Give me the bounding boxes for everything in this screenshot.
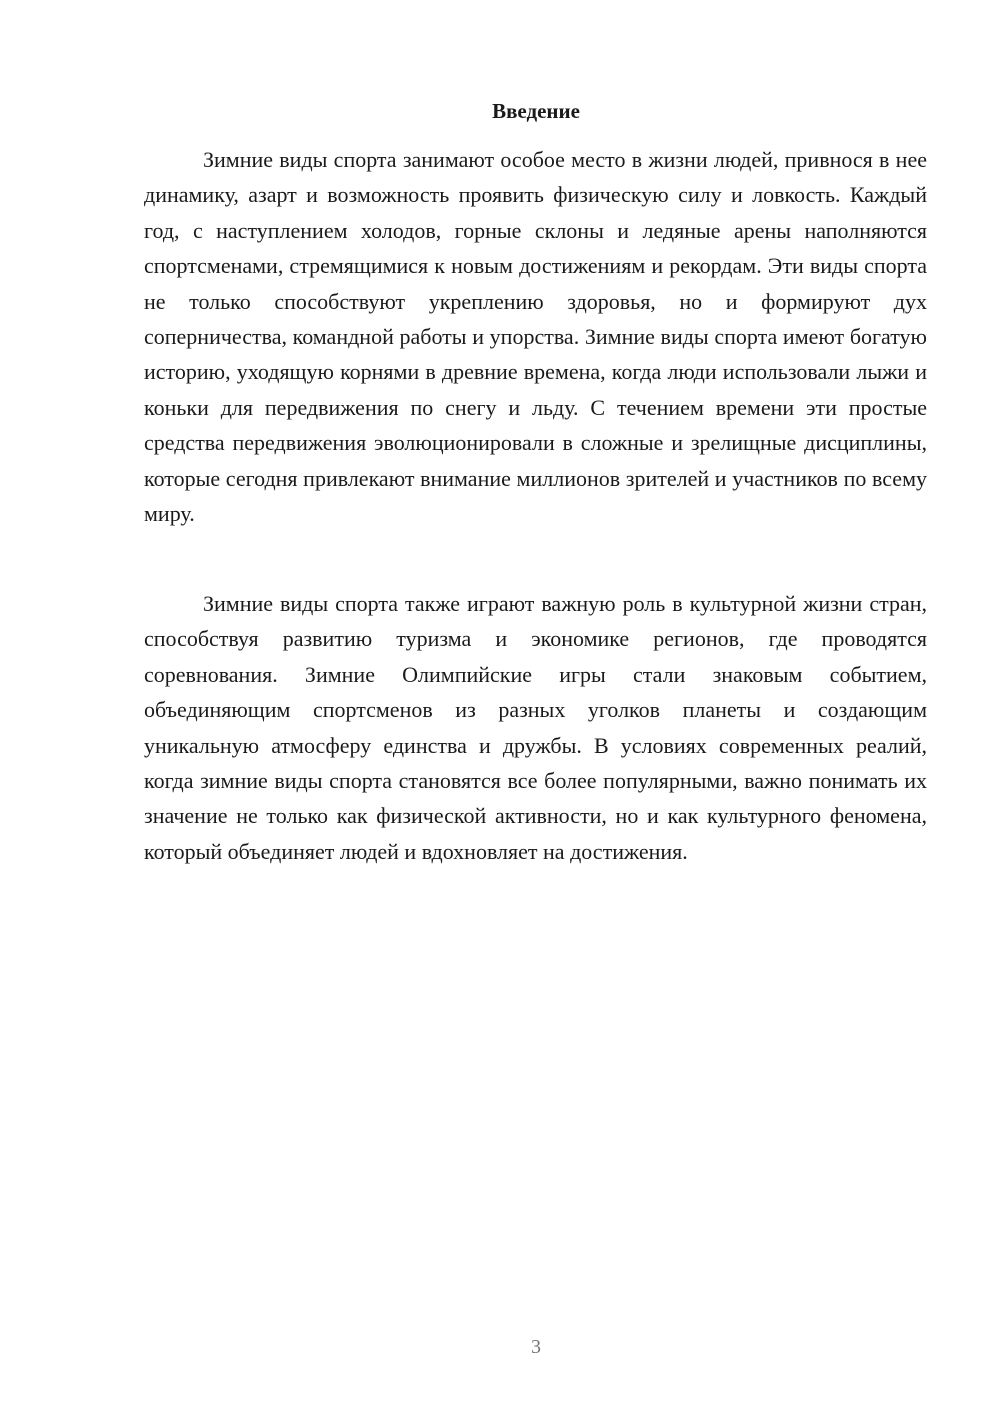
page-number: 3 [531,1336,541,1358]
paragraph-1: Зимние виды спорта занимают особое место в жизни людей, привнося в нее динамику, азарт и возможность проявить физическую силу и ловкость. Каждый год, с наступлением холодов, горные склоны и ледяные арены наполняются спортсменами, стремящимися к новым достижениям и рекордам. Эти виды спорта не только способствуют укреплению здоровья, но и формируют дух соперничества, командной работы и упорства. Зимние виды спорта имеют богатую историю, уходящую корнями в древние времена, когда люди использовали лыжи и коньки для передвижения по снегу и льду. С течением времени эти простые средства передвижения эволюционировали в сложные и зрелищные дисциплины, которые сегодня привлекают внимание миллионов зрителей и участников по всему миру. [144,147,927,527]
section-title: Введение [492,99,580,123]
paragraph-2: Зимние виды спорта также играют важную роль в культурной жизни стран, способствуя развитию туризма и экономике регионов, где проводятся соревнования. Зимние Олимпийские игры стали знаковым событием, объединяющим спортсменов из разных уголков планеты и создающим уникальную атмосферу единства и дружбы. В условиях современных реалий, когда зимние виды спорта становятся все более популярными, важно понимать их значение не только как физической активности, но и как культурного феномена, который объединяет людей и вдохновляет на достижения. [144,591,927,864]
